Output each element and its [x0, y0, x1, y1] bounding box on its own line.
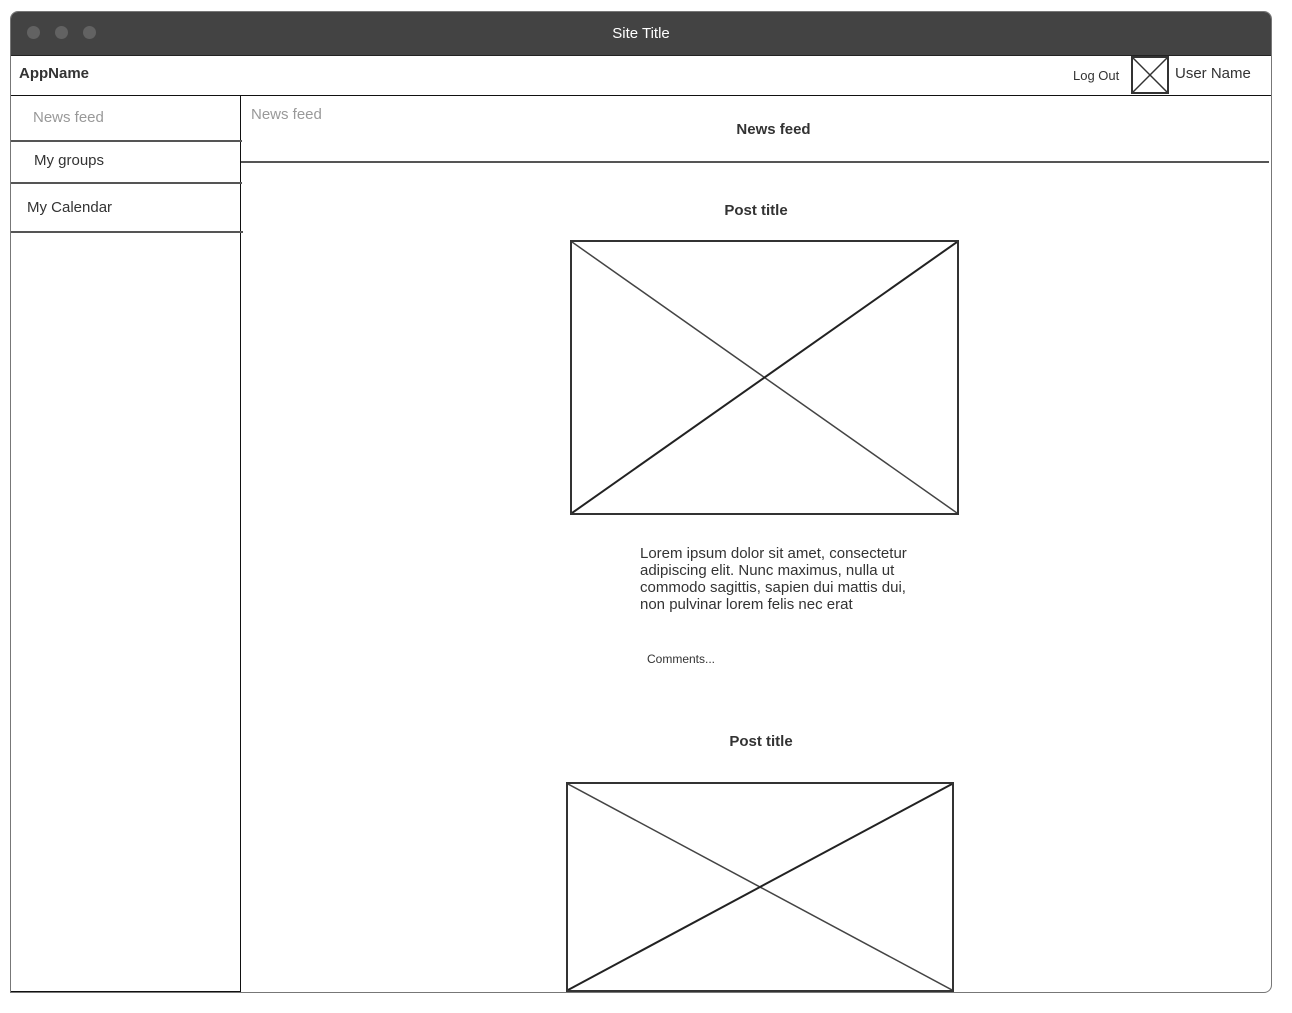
user-name[interactable]: User Name: [1175, 65, 1251, 82]
post-image: [570, 240, 959, 515]
logout-link[interactable]: Log Out: [1073, 68, 1120, 83]
window-titlebar: [11, 12, 1271, 56]
comments-link[interactable]: Comments...: [647, 652, 716, 666]
sidebar-item-my-groups[interactable]: [11, 142, 242, 184]
sidebar-item-label: My groups: [34, 152, 105, 169]
app-name: AppName: [19, 65, 90, 82]
image-placeholder-icon: [1133, 58, 1167, 92]
post-body: Lorem ipsum dolor sit amet, consectetur adipiscing elit. Nunc maximus, nulla ut commodo sagittis, sapien dui mattis dui, non pulvinar lorem felis nec erat: [640, 545, 907, 613]
header-divider: [241, 161, 1269, 163]
image-placeholder-icon: [568, 784, 952, 990]
app-header: [11, 55, 1271, 96]
site-title: Site Title: [612, 25, 670, 42]
avatar[interactable]: [1131, 56, 1169, 94]
sidebar-item-label: My Calendar: [27, 199, 113, 216]
image-placeholder-icon: [572, 242, 957, 513]
app-window: [10, 11, 1272, 993]
main-content: [241, 96, 1271, 992]
post-title: Post title: [729, 733, 793, 750]
post-title: Post title: [724, 202, 788, 219]
sidebar-item-my-calendar[interactable]: [11, 184, 243, 233]
sidebar-item-news-feed[interactable]: [11, 96, 242, 142]
page-title: News feed: [736, 121, 811, 138]
breadcrumb[interactable]: News feed: [251, 106, 322, 123]
sidebar-nav: [11, 96, 241, 993]
post-image: [566, 782, 954, 992]
sidebar-item-label: News feed: [33, 109, 104, 126]
